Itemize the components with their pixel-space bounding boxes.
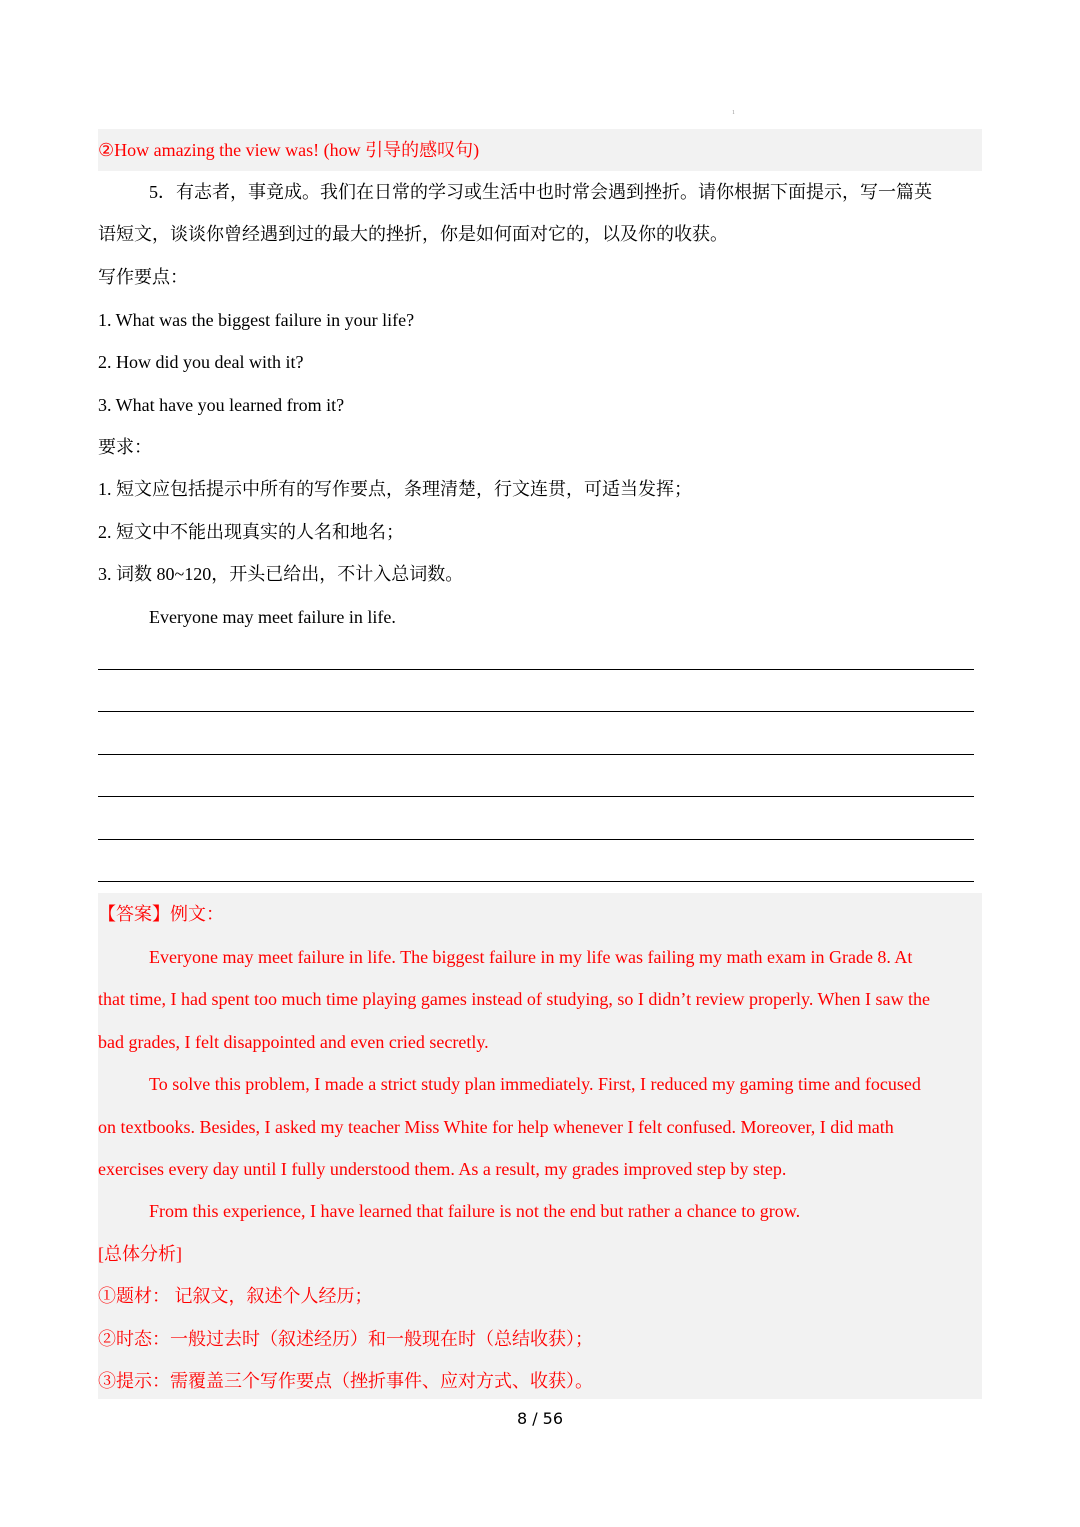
model-essay-line: exercises every day until I fully understood them. As a result, my grades improved step by step. (98, 1159, 787, 1179)
previous-item: ②How amazing the view was! (how 引导的感叹句) (98, 140, 480, 160)
answer-writing-line[interactable] (98, 754, 974, 755)
model-essay-line: bad grades, I felt disappointed and even cried secretly. (98, 1032, 489, 1052)
requirement-3: 3. 词数 80~120，开头已给出，不计入总词数。 (98, 564, 464, 584)
answer-writing-line[interactable] (98, 669, 974, 670)
points-heading: 写作要点： (98, 267, 188, 287)
answer-writing-line[interactable] (98, 711, 974, 712)
requirement-1: 1. 短文应包括提示中所有的写作要点，条理清楚，行文连贯，可适当发挥； (98, 479, 692, 499)
answer-section (98, 893, 982, 1399)
answer-writing-line[interactable] (98, 881, 974, 882)
page-number: 8 / 56 (516, 1409, 564, 1428)
task-intro-line-2: 语短文，谈谈你曾经遇到过的最大的挫折，你是如何面对它的，以及你的收获。 (98, 224, 728, 244)
model-essay-line: Everyone may meet failure in life. The biggest failure in my life was failing my math exam in Grade 8. At (149, 947, 913, 967)
model-essay-line: From this experience, I have learned that failure is not the end but rather a chance to grow. (149, 1201, 801, 1221)
model-essay-line: that time, I had spent too much time playing games instead of studying, so I didn’t review properly. When I saw the (98, 989, 930, 1009)
writing-point-2: 2. How did you deal with it? (98, 352, 304, 372)
model-essay-line: To solve this problem, I made a strict study plan immediately. First, I reduced my gaming time and focused (149, 1074, 921, 1094)
analysis-item-2: ②时态：一般过去时（叙述经历）和一般现在时（总结收获）； (98, 1329, 593, 1349)
writing-point-1: 1. What was the biggest failure in your life? (98, 310, 415, 330)
corner-mark: 1 (732, 110, 735, 116)
analysis-item-3: ③提示：需覆盖三个写作要点（挫折事件、应对方式、收获）。 (98, 1371, 593, 1391)
essay-opening-sentence: Everyone may meet failure in life. (149, 607, 396, 627)
answer-writing-line[interactable] (98, 796, 974, 797)
writing-point-3: 3. What have you learned from it? (98, 395, 345, 415)
task-intro-line-1: 5．有志者，事竟成。我们在日常的学习或生活中也时常会遇到挫折。请你根据下面提示，写一篇英 (149, 182, 932, 202)
model-essay-line: on textbooks. Besides, I asked my teacher Miss White for help whenever I felt confused. Moreover, I did math (98, 1117, 894, 1137)
answer-label: 【答案】例文： (98, 904, 224, 924)
analysis-heading: [总体分析] (98, 1244, 182, 1264)
analysis-item-1: ①题材： 记叙文，叙述个人经历； (98, 1286, 373, 1306)
answer-writing-line[interactable] (98, 839, 974, 840)
requirement-2: 2. 短文中不能出现真实的人名和地名； (98, 522, 404, 542)
requirements-heading: 要求： (98, 437, 152, 457)
previous-answer-band (98, 129, 982, 171)
